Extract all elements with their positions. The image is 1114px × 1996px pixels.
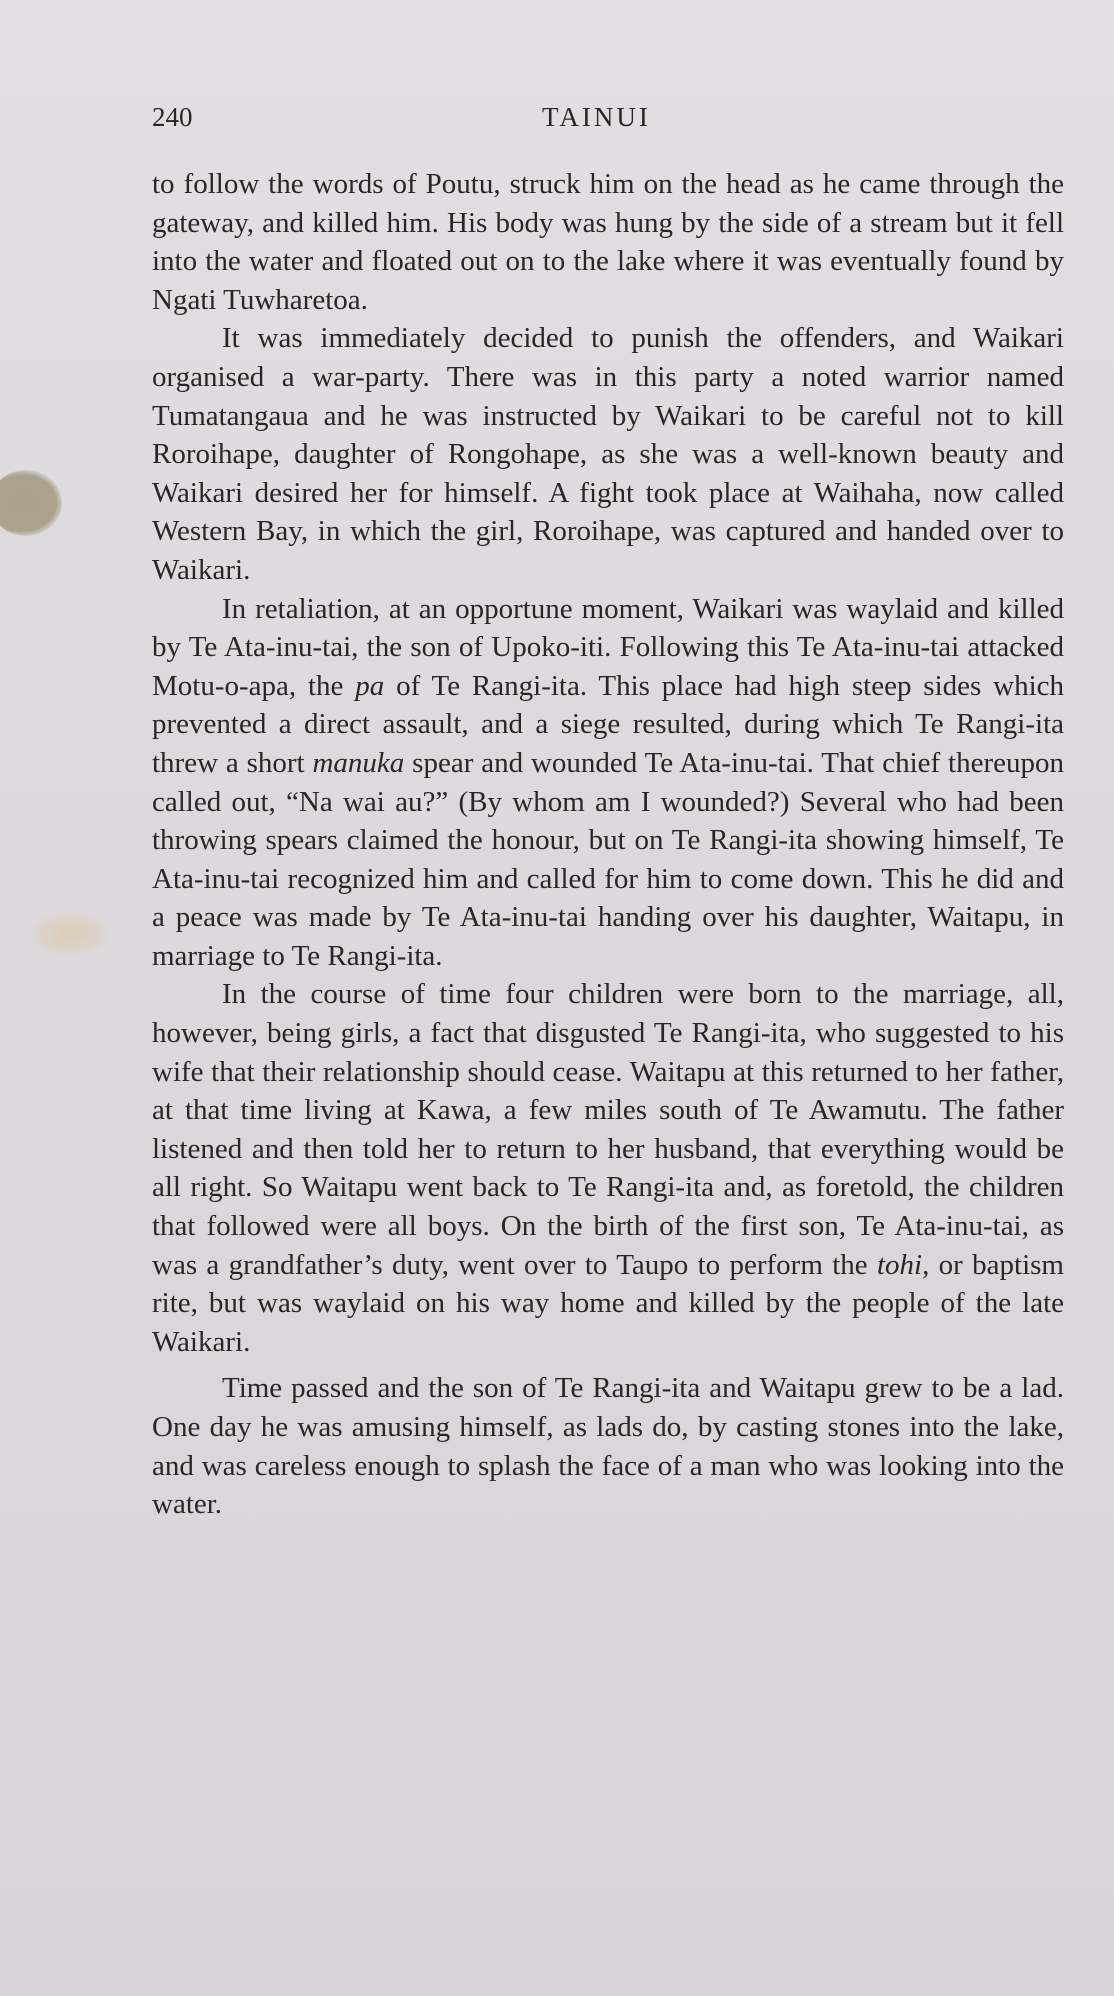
text-run: Time passed and the son of Te Rangi-ita and Waitapu grew to be a lad. One day he was amusing himself, as lads do, by casting stones into the lake, and was careless enough to splash the face of a man who was looking into the water.: [152, 1372, 1064, 1521]
paper-stain: [30, 912, 110, 956]
italic-term: pa: [355, 669, 385, 702]
running-head: [152, 97, 1064, 137]
text-run: It was immediately decided to punish the offenders, and Waikari organised a war-party. There was in this party a noted warrior named Tumatangaua and he was instructed by Waikari to be careful not to kill Roroihape, daughter of Rongohape, as she was a well-known beauty and Waikari desired her for himself. A fight took place at Waihaha, now called Western Bay, in which the girl, Roroihape, was captured and handed over to Waikari.: [152, 322, 1064, 586]
italic-term: manuka: [312, 746, 405, 779]
body-text: [152, 165, 1064, 1524]
paragraph: [152, 1369, 1064, 1523]
text-run: to follow the words of Poutu, struck him on the head as he came through the gateway, and killed him. His body was hung by the side of a stream but it fell into the water and floated out on to the lake where it was eventually found by Ngati Tuwharetoa.: [152, 168, 1064, 316]
text-run: In the course of time four children were born to the marriage, all, however, being girls, a fact that disgusted Te Rangi-ita, who suggested to his wife that their relationship should cease. Waitapu at this returned to her father, at that time living at Kawa, a few miles south of Te Awamutu. The father listened and then told her to return to her husband, that everything would be all right. So Waitapu went back to Te Rangi-ita and, as foretold, the children that followed were all boys. On the birth of the first son, Te Ata-inu-tai, as was a grandfather’s duty, went over to Taupo to perform the: [152, 978, 1064, 1281]
italic-term: tohi: [876, 1248, 923, 1281]
paragraph: [152, 590, 1064, 976]
paper-stain: [0, 470, 62, 536]
text-run: In retaliation, at an opportune moment, Waikari was waylaid and killed by Te Ata-inu-tai, the son of Upoko-iti. Following this Te Ata-inu-tai attacked Motu-o-apa, the: [152, 592, 1064, 702]
running-title: TAINUI: [542, 102, 651, 132]
text-run: of Te Rangi-ita. This place had high steep sides which prevented a direct assault, and a siege resulted, during which Te Rangi-ita threw a short: [152, 669, 1064, 779]
paragraph: [152, 165, 1064, 319]
page-number: 240: [152, 102, 193, 132]
paragraph: [152, 319, 1064, 589]
paragraph: [152, 975, 1064, 1361]
text-run: spear and wounded Te Ata-inu-tai. That chief thereupon called out, “Na wai au?” (By whom am I wounded?) Several who had been throwing spears claimed the honour, but on Te Rangi-ita showing himself, Te Ata-inu-tai recognized him and called for him to come down. This he did and a peace was made by Te Ata-inu-tai handing over his daughter, Waitapu, in marriage to Te Rangi-ita.: [152, 746, 1064, 972]
text-run: , or baptism rite, but was waylaid on his way home and killed by the people of the late Waikari.: [152, 1248, 1064, 1358]
